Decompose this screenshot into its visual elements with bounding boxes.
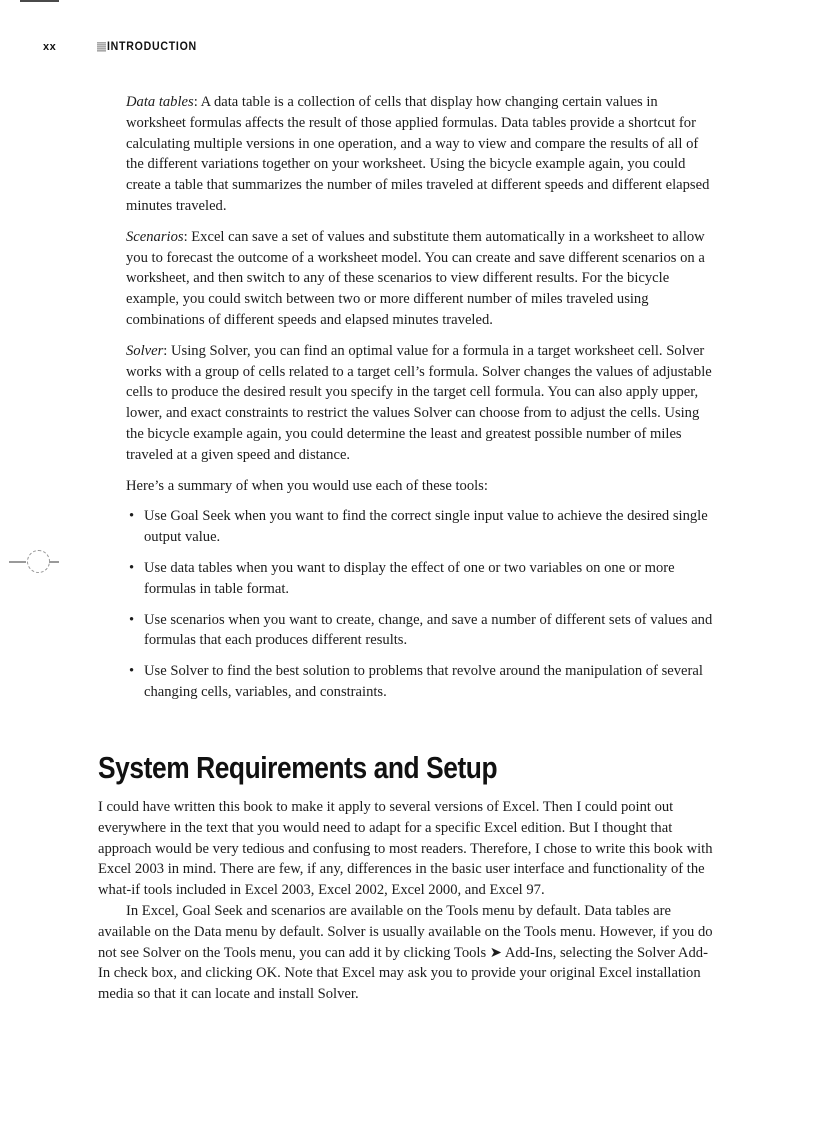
- paragraph-lead-term: Data tables: [126, 94, 194, 110]
- paragraph-lead-term: Solver: [126, 342, 164, 359]
- page-number: xx: [43, 41, 57, 53]
- list-item: • Use data tables when you want to display the effect of one or two variables on one or more formulas in table format.: [126, 558, 716, 600]
- registration-circle: [27, 550, 50, 573]
- body-paragraph: I could have written this book to make it apply to several versions of Excel. Then I could point out everywhere in the text that you would need to adapt for a specific Excel edition. But I thought that approach would be very tedious and confusing to most readers. Therefore, I chose to write this book with Excel 2003 in mind. There are few, if any, differences in the basic user interface and functionality of the what-if tools included in Excel 2003, Excel 2002, Excel 2000, and Excel 97.: [98, 799, 713, 899]
- paragraph-body-text: : A data table is a collection of cells that display how changing certain values in worksheet formulas affects the result of those applied formulas. Data tables provide a shortcut for calculating multiple versions in one operation, and a way to view and compare the results of all of the different variations together on your worksheet. Using the bicycle example again, you could create a table that summarizes the number of miles traveled at different speeds and different elapsed minutes traveled.: [126, 94, 710, 214]
- intro-column: [126, 92, 716, 713]
- paragraph-body-text: : Using Solver, you can find an optimal value for a formula in a target worksheet cell. Solver works with a group of cells related to a target cell’s formula. Solver changes the values of adjustable cells to produce the desired result you specify in the target cell formula. You can also apply upper, lower, and exact constraints to restrict the values Solver can choose from to adjust the cells. Using the bicycle example again, you could determine the least and greatest possible number of miles traveled at a given speed and distance.: [126, 342, 712, 463]
- trim-mark-icon: [20, 0, 59, 2]
- running-head: [43, 41, 205, 53]
- section-body-column: [98, 797, 720, 1005]
- list-item: • Use scenarios when you want to create, change, and save a number of different sets of values and formulas that each produces different results.: [126, 610, 716, 652]
- summary-intro-line: Here’s a summary of when you would use each of these tools:: [126, 477, 488, 494]
- chapter-marker-icon: [97, 42, 106, 52]
- intro-paragraph-data-tables: [126, 92, 716, 217]
- registration-dash-right: [49, 561, 59, 563]
- registration-dash-left: [9, 561, 26, 563]
- what-if-tools-list: [126, 506, 716, 702]
- list-item: • Use Solver to find the best solution to problems that revolve around the manipulation of several changing cells, variables, and constraints.: [126, 661, 716, 703]
- paragraph-body-text: : Excel can save a set of values and substitute them automatically in a worksheet to allow you to forecast the outcome of a worksheet model. You can create and save different scenarios on a worksheet, and then switch to any of these scenarios to view different results. For the bicycle example, you could switch between two or more different number of miles traveled using combinations of different speeds and elapsed minutes traveled.: [126, 228, 705, 328]
- intro-paragraph-scenarios: [126, 227, 716, 331]
- paragraph-lead-term: Scenarios: [126, 228, 184, 245]
- list-item: • Use Goal Seek when you want to find the correct single input value to achieve the desired single output value.: [126, 506, 716, 548]
- registration-mark-icon: [9, 549, 59, 575]
- intro-paragraph-solver: [126, 341, 716, 466]
- running-head-section-title: INTRODUCTION: [107, 41, 198, 53]
- section-heading: System Requirements and Setup: [98, 750, 498, 785]
- body-paragraph: In Excel, Goal Seek and scenarios are available on the Tools menu by default. Data tables are available on the Data menu by default. Solver is usually available on the Tools menu. However, if you do not see Solver on the Tools menu, you can add it by clicking Tools ➤ Add-Ins, selecting the Solver Add-In check box, and clicking OK. Note that Excel may ask you to provide your original Excel installation media so that it can locate and install Solver.: [98, 902, 713, 1003]
